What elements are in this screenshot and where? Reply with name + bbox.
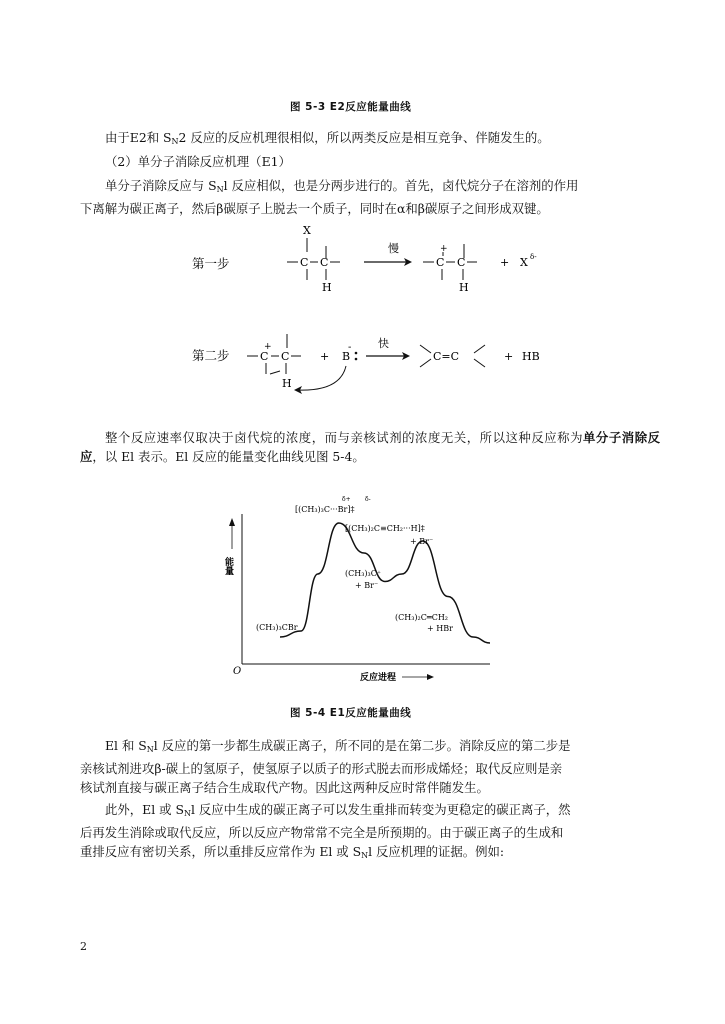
paragraph-e1-intro: 单分子消除反应与 $S_Nl$ 反应相似，也是分两步进行的。首先，卤代烷分子在溶剂的作用 下离解为碳正离子，然后β碳原子上脱去一个质子，同时在α和β碳原子之间形成双键。 [80, 178, 579, 216]
svg-text:B: B [342, 350, 351, 363]
svg-text:X: X [520, 256, 528, 269]
svg-text:C: C [300, 256, 309, 269]
step1-scheme [180, 218, 560, 300]
intermediate-label: (CH₃)₃C⁺ [345, 569, 382, 578]
step1-label: 第一步 [192, 256, 230, 271]
paragraph-e1-definition: 整个反应速率仅取决于卤代烷的浓度，而与亲核试剂的浓度无关，所以这种反应称为单分子消除反应，以 El 表示。El 反应的能量变化曲线见图 5-4。 [80, 430, 661, 464]
reactant-label: (CH₃)₃CBr [256, 623, 298, 632]
paragraph-e1-vs-sn1: El 和 $S_Nl$ 反应的第一步都生成碳正离子，所不同的是在第二步。消除反应的第二步是 亲核试剂进攻β-碳上的氢原子，使氢原子以质子的形式脱去而形成烯烃；取代反应则是亲 核试剂直接与碳正离子结合生成取代产物。因此这两种反应时常伴随发生。 [80, 738, 571, 795]
svg-text:+ Br⁻: + Br⁻ [410, 537, 434, 546]
svg-text:C: C [281, 350, 290, 363]
ts2-label: [(CH₃)₂C≡CH₂···H]‡ [345, 524, 425, 533]
svg-text:HB: HB [522, 350, 540, 363]
svg-text:+: + [500, 256, 510, 269]
svg-text:C: C [320, 256, 329, 269]
svg-text:+: + [264, 342, 272, 352]
energy-curve [280, 523, 490, 643]
figure-5-3-caption: 图 5-3 E2反应能量曲线 [290, 101, 412, 113]
svg-text:H: H [282, 377, 292, 390]
fast-label: 快 [378, 337, 389, 350]
y-axis-label: 能量 [223, 557, 233, 575]
svg-text:δ+: δ+ [342, 496, 351, 503]
svg-text:δ-: δ- [365, 496, 371, 503]
svg-text:H: H [459, 281, 469, 294]
e1-energy-chart [220, 494, 500, 689]
slow-label: 慢 [388, 242, 399, 255]
svg-text:+: + [504, 350, 514, 363]
step2-label: 第二步 [192, 348, 230, 363]
svg-text:H: H [322, 281, 332, 294]
product-label: (CH₃)₂C═CH₂ [395, 613, 448, 622]
section-heading-e1: （2）单分子消除反应机理（E1） [105, 154, 291, 169]
paragraph-rearrangement: 此外，El 或 $S_Nl$ 反应中生成的碳正离子可以发生重排而转变为更稳定的碳正离子，然 后再发生消除或取代反应，所以反应产物常常不完全是所预期的。由于碳正离子的生成和 重排反应有密切关系，所以重排反应常作为 El 或 $S_Nl$ 反应机理的证据。例如: [80, 802, 571, 860]
svg-text:C: C [457, 256, 466, 269]
page-number: 2 [80, 940, 87, 953]
svg-text:+: + [440, 244, 448, 254]
svg-text:C=C: C=C [433, 350, 460, 363]
svg-text:δ-: δ- [530, 253, 537, 261]
paragraph-e2-sn2: 由于E2和 $S_N2$ 反应的反应机理很相似，所以两类反应是相互竞争、伴随发生的。 [105, 130, 550, 146]
svg-text:C: C [260, 350, 269, 363]
svg-text:+: + [320, 350, 330, 363]
svg-text:+ HBr: + HBr [427, 624, 453, 633]
svg-text:-: - [348, 342, 352, 353]
svg-text:C: C [436, 256, 445, 269]
origin-label: O [233, 666, 242, 677]
step1-x: X [303, 224, 311, 237]
step2-scheme [180, 330, 560, 400]
figure-5-4-caption: 图 5-4 E1反应能量曲线 [290, 707, 412, 719]
x-axis-label: 反应进程 [360, 673, 397, 683]
ts1-label: [(CH₃)₃C···Br]‡ [295, 505, 355, 514]
svg-text:+ Br⁻: + Br⁻ [355, 581, 379, 590]
